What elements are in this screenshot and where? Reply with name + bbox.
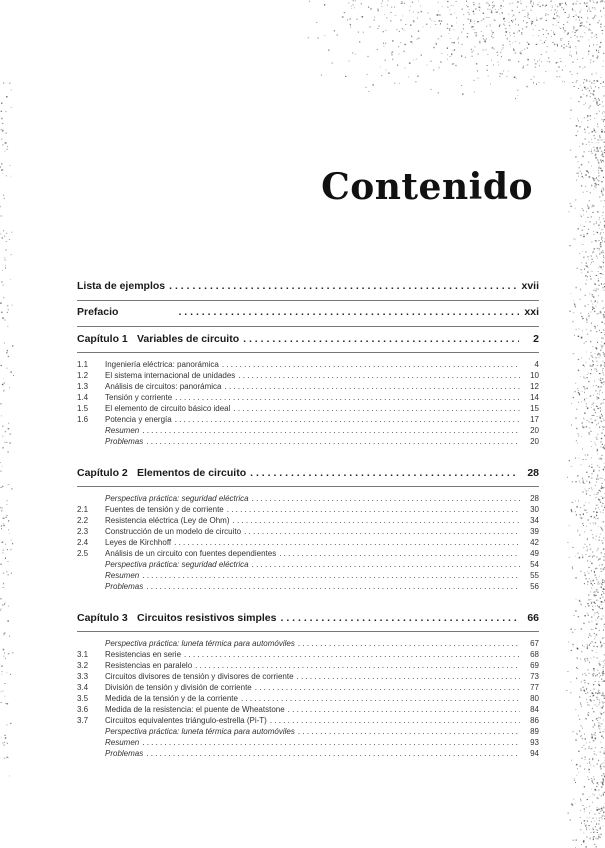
dot-leader bbox=[243, 333, 519, 345]
section-title: El sistema internacional de unidades bbox=[105, 371, 236, 380]
toc-section-entry[interactable] bbox=[77, 704, 539, 715]
section-title: Perspectiva práctica: seguridad eléctrica bbox=[105, 494, 249, 503]
section-title: Resumen bbox=[105, 426, 140, 435]
section-title: Problemas bbox=[105, 749, 144, 758]
toc-section-entry[interactable] bbox=[77, 403, 539, 414]
dot-leader bbox=[270, 715, 520, 726]
section-page: 67 bbox=[530, 639, 539, 648]
section-page: 86 bbox=[530, 716, 539, 725]
section-number: 1.6 bbox=[77, 415, 89, 424]
section-page: 4 bbox=[534, 360, 539, 369]
table-of-contents bbox=[77, 280, 539, 759]
dot-leader bbox=[298, 638, 520, 649]
section-title: Análisis de un circuito con fuentes dependientes bbox=[105, 549, 277, 558]
dot-leader bbox=[252, 559, 520, 570]
section-title: Resistencias en serie bbox=[105, 650, 182, 659]
section-number: 3.7 bbox=[77, 716, 89, 725]
dot-leader bbox=[298, 726, 520, 737]
section-title: Construcción de un modelo de circuito bbox=[105, 527, 242, 536]
section-page: 93 bbox=[530, 738, 539, 747]
dot-leader bbox=[252, 493, 520, 504]
section-title: Resumen bbox=[105, 571, 140, 580]
dot-leader bbox=[142, 425, 520, 436]
section-number: 2.4 bbox=[77, 538, 89, 547]
toc-entry-label: Lista de ejemplos bbox=[77, 280, 166, 292]
chapter-heading[interactable] bbox=[77, 467, 539, 487]
scan-noise-left bbox=[0, 80, 14, 780]
section-title: Resistencias en paralelo bbox=[105, 661, 193, 670]
section-number: 1.1 bbox=[77, 360, 89, 369]
dot-leader bbox=[238, 370, 520, 381]
section-page: 80 bbox=[530, 694, 539, 703]
toc-section-entry[interactable] bbox=[77, 392, 539, 403]
section-number: 2.3 bbox=[77, 527, 89, 536]
dot-leader bbox=[279, 548, 520, 559]
section-list bbox=[77, 359, 539, 447]
dot-leader bbox=[175, 392, 520, 403]
dot-leader bbox=[142, 737, 520, 748]
dot-leader bbox=[233, 403, 520, 414]
toc-section-entry[interactable] bbox=[77, 436, 539, 447]
section-page: 15 bbox=[530, 404, 539, 413]
section-page: 77 bbox=[530, 683, 539, 692]
section-title: Fuentes de tensión y de corriente bbox=[105, 505, 224, 514]
chapter-list bbox=[77, 333, 539, 759]
section-number: 3.5 bbox=[77, 694, 89, 703]
dot-leader bbox=[288, 704, 520, 715]
section-page: 20 bbox=[530, 437, 539, 446]
section-page: 10 bbox=[530, 371, 539, 380]
chapter-heading[interactable] bbox=[77, 333, 539, 353]
section-page: 73 bbox=[530, 672, 539, 681]
section-page: 14 bbox=[530, 393, 539, 402]
dot-leader bbox=[184, 649, 520, 660]
toc-section-entry[interactable] bbox=[77, 570, 539, 581]
dot-leader bbox=[146, 436, 520, 447]
toc-section-entry[interactable] bbox=[77, 671, 539, 682]
section-number: 2.5 bbox=[77, 549, 89, 558]
section-number: 1.5 bbox=[77, 404, 89, 413]
dot-leader bbox=[227, 504, 520, 515]
dot-leader bbox=[146, 748, 520, 759]
section-page: 94 bbox=[530, 749, 539, 758]
section-page: 39 bbox=[530, 527, 539, 536]
section-number: 2.2 bbox=[77, 516, 89, 525]
chapter-title: Variables de circuito bbox=[137, 333, 240, 345]
section-title: Medida de la tensión y de la corriente bbox=[105, 694, 238, 703]
section-list bbox=[77, 493, 539, 592]
toc-section-entry[interactable] bbox=[77, 381, 539, 392]
section-title: El elemento de circuito básico ideal bbox=[105, 404, 231, 413]
toc-section-entry[interactable] bbox=[77, 359, 539, 370]
section-page: 54 bbox=[530, 560, 539, 569]
section-page: 69 bbox=[530, 661, 539, 670]
toc-section-entry[interactable] bbox=[77, 737, 539, 748]
toc-section-entry[interactable] bbox=[77, 682, 539, 693]
toc-entry-lista-ejemplos[interactable] bbox=[77, 280, 539, 301]
dot-leader bbox=[195, 660, 520, 671]
toc-section-entry[interactable] bbox=[77, 715, 539, 726]
dot-leader bbox=[244, 526, 520, 537]
section-number: 1.4 bbox=[77, 393, 89, 402]
section-page: 20 bbox=[530, 426, 539, 435]
dot-leader bbox=[178, 306, 519, 318]
toc-entry-prefacio[interactable] bbox=[77, 306, 539, 327]
section-number: 3.1 bbox=[77, 650, 89, 659]
dot-leader bbox=[225, 381, 521, 392]
dot-leader bbox=[297, 671, 520, 682]
section-title: Leyes de Kirchhoff bbox=[105, 538, 172, 547]
toc-section-entry[interactable] bbox=[77, 559, 539, 570]
section-number: 1.2 bbox=[77, 371, 89, 380]
toc-section-entry[interactable] bbox=[77, 504, 539, 515]
section-title: Perspectiva práctica: luneta térmica para automóviles bbox=[105, 727, 295, 736]
section-number: 3.2 bbox=[77, 661, 89, 670]
section-page: 49 bbox=[530, 549, 539, 558]
section-number: 3.4 bbox=[77, 683, 89, 692]
section-title: Análisis de circuitos: panorámica bbox=[105, 382, 222, 391]
dot-leader bbox=[175, 414, 520, 425]
section-page: 30 bbox=[530, 505, 539, 514]
section-title: Resistencia eléctrica (Ley de Ohm) bbox=[105, 516, 230, 525]
toc-entry-page: xxi bbox=[524, 306, 539, 318]
toc-section-entry[interactable] bbox=[77, 548, 539, 559]
dot-leader bbox=[222, 359, 520, 370]
section-page: 84 bbox=[530, 705, 539, 714]
toc-entry-label: Prefacio bbox=[77, 306, 119, 318]
toc-entry-page: xvii bbox=[521, 280, 539, 292]
toc-section-entry[interactable] bbox=[77, 649, 539, 660]
dot-leader bbox=[174, 537, 520, 548]
chapter-gap bbox=[77, 447, 539, 461]
section-title: Circuitos equivalentes triángulo-estrella (Pi-T) bbox=[105, 716, 267, 725]
toc-section-entry[interactable] bbox=[77, 370, 539, 381]
scan-noise-top bbox=[300, 0, 605, 100]
toc-section-entry[interactable] bbox=[77, 537, 539, 548]
toc-section-entry[interactable] bbox=[77, 726, 539, 737]
toc-section-entry[interactable] bbox=[77, 526, 539, 537]
dot-leader bbox=[169, 280, 517, 292]
section-title: Tensión y corriente bbox=[105, 393, 173, 402]
dot-leader bbox=[250, 467, 519, 479]
dot-leader bbox=[142, 570, 520, 581]
dot-leader bbox=[146, 581, 520, 592]
section-title: Problemas bbox=[105, 437, 144, 446]
section-list bbox=[77, 638, 539, 759]
section-page: 28 bbox=[530, 494, 539, 503]
section-title: Perspectiva práctica: seguridad eléctrica bbox=[105, 560, 249, 569]
section-title: Resumen bbox=[105, 738, 140, 747]
section-page: 56 bbox=[530, 582, 539, 591]
dot-leader bbox=[241, 693, 520, 704]
chapter-label: Capítulo 2 bbox=[77, 467, 128, 479]
toc-section-entry[interactable] bbox=[77, 638, 539, 649]
chapter-page: 2 bbox=[533, 333, 539, 345]
section-title: Problemas bbox=[105, 582, 144, 591]
dot-leader bbox=[255, 682, 520, 693]
section-page: 34 bbox=[530, 516, 539, 525]
chapter-label: Capítulo 3 bbox=[77, 612, 128, 624]
toc-section-entry[interactable] bbox=[77, 425, 539, 436]
section-page: 17 bbox=[530, 415, 539, 424]
toc-section-entry[interactable] bbox=[77, 515, 539, 526]
toc-section-entry[interactable] bbox=[77, 748, 539, 759]
toc-section-entry[interactable] bbox=[77, 581, 539, 592]
section-number: 3.6 bbox=[77, 705, 89, 714]
chapter-label: Capítulo 1 bbox=[77, 333, 128, 345]
chapter-page: 66 bbox=[527, 612, 539, 624]
toc-section-entry[interactable] bbox=[77, 660, 539, 671]
dot-leader bbox=[233, 515, 521, 526]
section-number: 3.3 bbox=[77, 672, 89, 681]
toc-section-entry[interactable] bbox=[77, 414, 539, 425]
section-title: Perspectiva práctica: luneta térmica para automóviles bbox=[105, 639, 295, 648]
chapter-page: 28 bbox=[527, 467, 539, 479]
section-title: División de tensión y división de corriente bbox=[105, 683, 252, 692]
scan-noise-right bbox=[565, 80, 605, 848]
section-page: 68 bbox=[530, 650, 539, 659]
section-page: 89 bbox=[530, 727, 539, 736]
section-title: Circuitos divisores de tensión y divisores de corriente bbox=[105, 672, 294, 681]
section-number: 2.1 bbox=[77, 505, 89, 514]
toc-section-entry[interactable] bbox=[77, 493, 539, 504]
page-title: Contenido bbox=[321, 166, 533, 208]
section-title: Potencia y energía bbox=[105, 415, 172, 424]
chapter-title: Circuitos resistivos simples bbox=[137, 612, 277, 624]
toc-section-entry[interactable] bbox=[77, 693, 539, 704]
section-page: 55 bbox=[530, 571, 539, 580]
chapter-title: Elementos de circuito bbox=[137, 467, 247, 479]
section-title: Ingeniería eléctrica: panorámica bbox=[105, 360, 219, 369]
dot-leader bbox=[280, 612, 519, 624]
section-page: 42 bbox=[530, 538, 539, 547]
chapter-heading[interactable] bbox=[77, 612, 539, 632]
chapter-gap bbox=[77, 592, 539, 606]
section-number: 1.3 bbox=[77, 382, 89, 391]
section-title: Medida de la resistencia: el puente de Wheatstone bbox=[105, 705, 285, 714]
section-page: 12 bbox=[530, 382, 539, 391]
